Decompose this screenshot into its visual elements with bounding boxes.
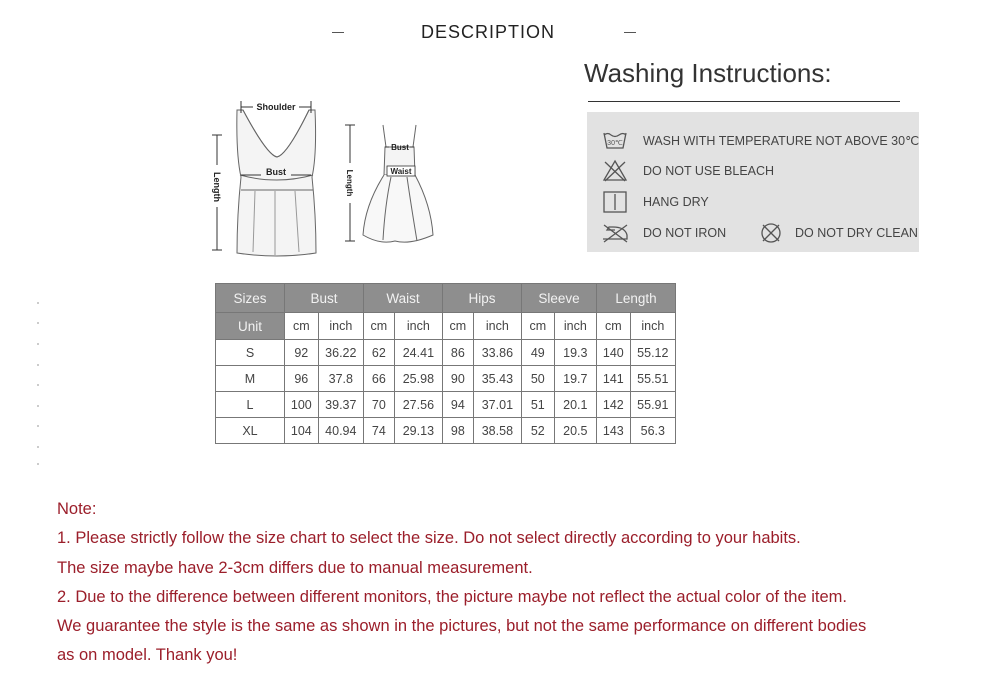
no-dry-clean-text: DO NOT DRY CLEAN <box>795 226 918 240</box>
table-cell: 39.37 <box>318 392 363 418</box>
unit-cell: inch <box>473 313 521 340</box>
note-line: We guarantee the style is the same as shown in the pictures, but not the same performance on different bodies <box>57 617 867 636</box>
unit-cell: cm <box>597 313 631 340</box>
table-cell: 94 <box>443 392 474 418</box>
unit-cell: cm <box>522 313 555 340</box>
table-cell: 100 <box>285 392 319 418</box>
size-label: L <box>216 392 285 418</box>
table-cell: 96 <box>285 366 319 392</box>
wash-temperature-text: WASH WITH TEMPERATURE NOT ABOVE 30℃ <box>643 133 920 148</box>
dress-waist-label: Waist <box>390 167 412 176</box>
table-cell: 66 <box>364 366 395 392</box>
table-cell: 55.91 <box>630 392 675 418</box>
margin-dot <box>37 343 39 345</box>
table-cell: 55.51 <box>630 366 675 392</box>
table-cell: 29.13 <box>394 418 442 444</box>
table-cell: 50 <box>522 366 555 392</box>
size-chart-table <box>215 283 676 444</box>
table-cell: 98 <box>443 418 474 444</box>
no-bleach-icon <box>601 159 629 183</box>
table-cell: 37.01 <box>473 392 521 418</box>
top-bust-label: Bust <box>266 167 286 177</box>
left-dash <box>332 32 344 33</box>
sizes-header: Sizes <box>216 284 285 313</box>
table-cell: 86 <box>443 340 474 366</box>
waist-header: Waist <box>364 284 443 313</box>
table-cell: 38.58 <box>473 418 521 444</box>
table-cell: 56.3 <box>630 418 675 444</box>
measurement-diagram <box>195 95 455 265</box>
table-cell: 20.5 <box>554 418 596 444</box>
margin-dot <box>37 364 39 366</box>
table-cell: 19.3 <box>554 340 596 366</box>
no-iron-text: DO NOT IRON <box>643 226 727 240</box>
unit-header: Unit <box>216 313 285 340</box>
table-cell: 70 <box>364 392 395 418</box>
table-cell: 143 <box>597 418 631 444</box>
table-cell: 19.7 <box>554 366 596 392</box>
note-heading: Note: <box>57 500 97 518</box>
sleeve-header: Sleeve <box>522 284 597 313</box>
unit-cell: cm <box>285 313 319 340</box>
hang-dry-icon <box>601 190 629 214</box>
top-length-label: Length <box>212 172 222 202</box>
table-row <box>216 366 676 392</box>
unit-cell: cm <box>443 313 474 340</box>
table-row <box>216 340 676 366</box>
wash-row-dry-clean <box>757 221 918 245</box>
margin-dot <box>37 302 39 304</box>
table-row <box>216 392 676 418</box>
table-cell: 52 <box>522 418 555 444</box>
margin-dot <box>37 463 39 465</box>
margin-dot <box>37 384 39 386</box>
wash-row-iron <box>601 221 726 245</box>
right-dash <box>624 32 636 33</box>
note-line: 2. Due to the difference between different monitors, the picture maybe not reflect the actual color of the item. <box>57 587 848 606</box>
washing-title-underline <box>588 101 900 102</box>
unit-cell: inch <box>630 313 675 340</box>
unit-cell: inch <box>318 313 363 340</box>
table-cell: 142 <box>597 392 631 418</box>
wash-row-hang-dry <box>601 190 709 214</box>
unit-cell: inch <box>394 313 442 340</box>
length-header: Length <box>597 284 676 313</box>
size-table-header-row <box>216 284 676 313</box>
table-cell: 140 <box>597 340 631 366</box>
table-cell: 90 <box>443 366 474 392</box>
dress-length-label: Length <box>345 169 354 197</box>
shoulder-label: Shoulder <box>256 102 296 112</box>
note-line: as on model. Thank you! <box>57 646 238 665</box>
table-cell: 20.1 <box>554 392 596 418</box>
table-cell: 62 <box>364 340 395 366</box>
margin-dot <box>37 405 39 407</box>
size-label: M <box>216 366 285 392</box>
no-iron-icon <box>601 221 629 245</box>
no-dry-clean-icon <box>757 221 785 245</box>
top-garment-illustration <box>237 110 316 256</box>
table-cell: 37.8 <box>318 366 363 392</box>
margin-dot <box>37 322 39 324</box>
table-cell: 104 <box>285 418 319 444</box>
washing-title: Washing Instructions: <box>584 58 832 88</box>
note-section <box>57 495 977 671</box>
wash-row-temperature <box>601 128 919 152</box>
hang-dry-text: HANG DRY <box>643 195 709 209</box>
margin-dot <box>37 425 39 427</box>
washing-instructions-panel <box>587 112 919 252</box>
table-cell: 74 <box>364 418 395 444</box>
note-line: 1. Please strictly follow the size chart to select the size. Do not select directly according to your habits. <box>57 529 801 548</box>
wash-row-bleach <box>601 159 774 183</box>
unit-cell: inch <box>554 313 596 340</box>
table-cell: 141 <box>597 366 631 392</box>
table-cell: 24.41 <box>394 340 442 366</box>
dress-bust-label: Bust <box>391 143 409 152</box>
table-row <box>216 418 676 444</box>
table-cell: 49 <box>522 340 555 366</box>
table-cell: 35.43 <box>473 366 521 392</box>
size-table-unit-row <box>216 313 676 340</box>
table-cell: 40.94 <box>318 418 363 444</box>
table-cell: 55.12 <box>630 340 675 366</box>
size-label: XL <box>216 418 285 444</box>
table-cell: 36.22 <box>318 340 363 366</box>
margin-dot <box>37 446 39 448</box>
size-label: S <box>216 340 285 366</box>
note-line: The size maybe have 2-3cm differs due to manual measurement. <box>57 558 533 577</box>
table-cell: 33.86 <box>473 340 521 366</box>
table-cell: 92 <box>285 340 319 366</box>
bust-header: Bust <box>285 284 364 313</box>
svg-text:30℃: 30℃ <box>607 140 623 147</box>
table-cell: 51 <box>522 392 555 418</box>
hips-header: Hips <box>443 284 522 313</box>
no-bleach-text: DO NOT USE BLEACH <box>643 164 775 178</box>
table-cell: 25.98 <box>394 366 442 392</box>
table-cell: 27.56 <box>394 392 442 418</box>
wash-30-icon <box>601 128 629 152</box>
unit-cell: cm <box>364 313 395 340</box>
page-title: DESCRIPTION <box>420 22 555 42</box>
